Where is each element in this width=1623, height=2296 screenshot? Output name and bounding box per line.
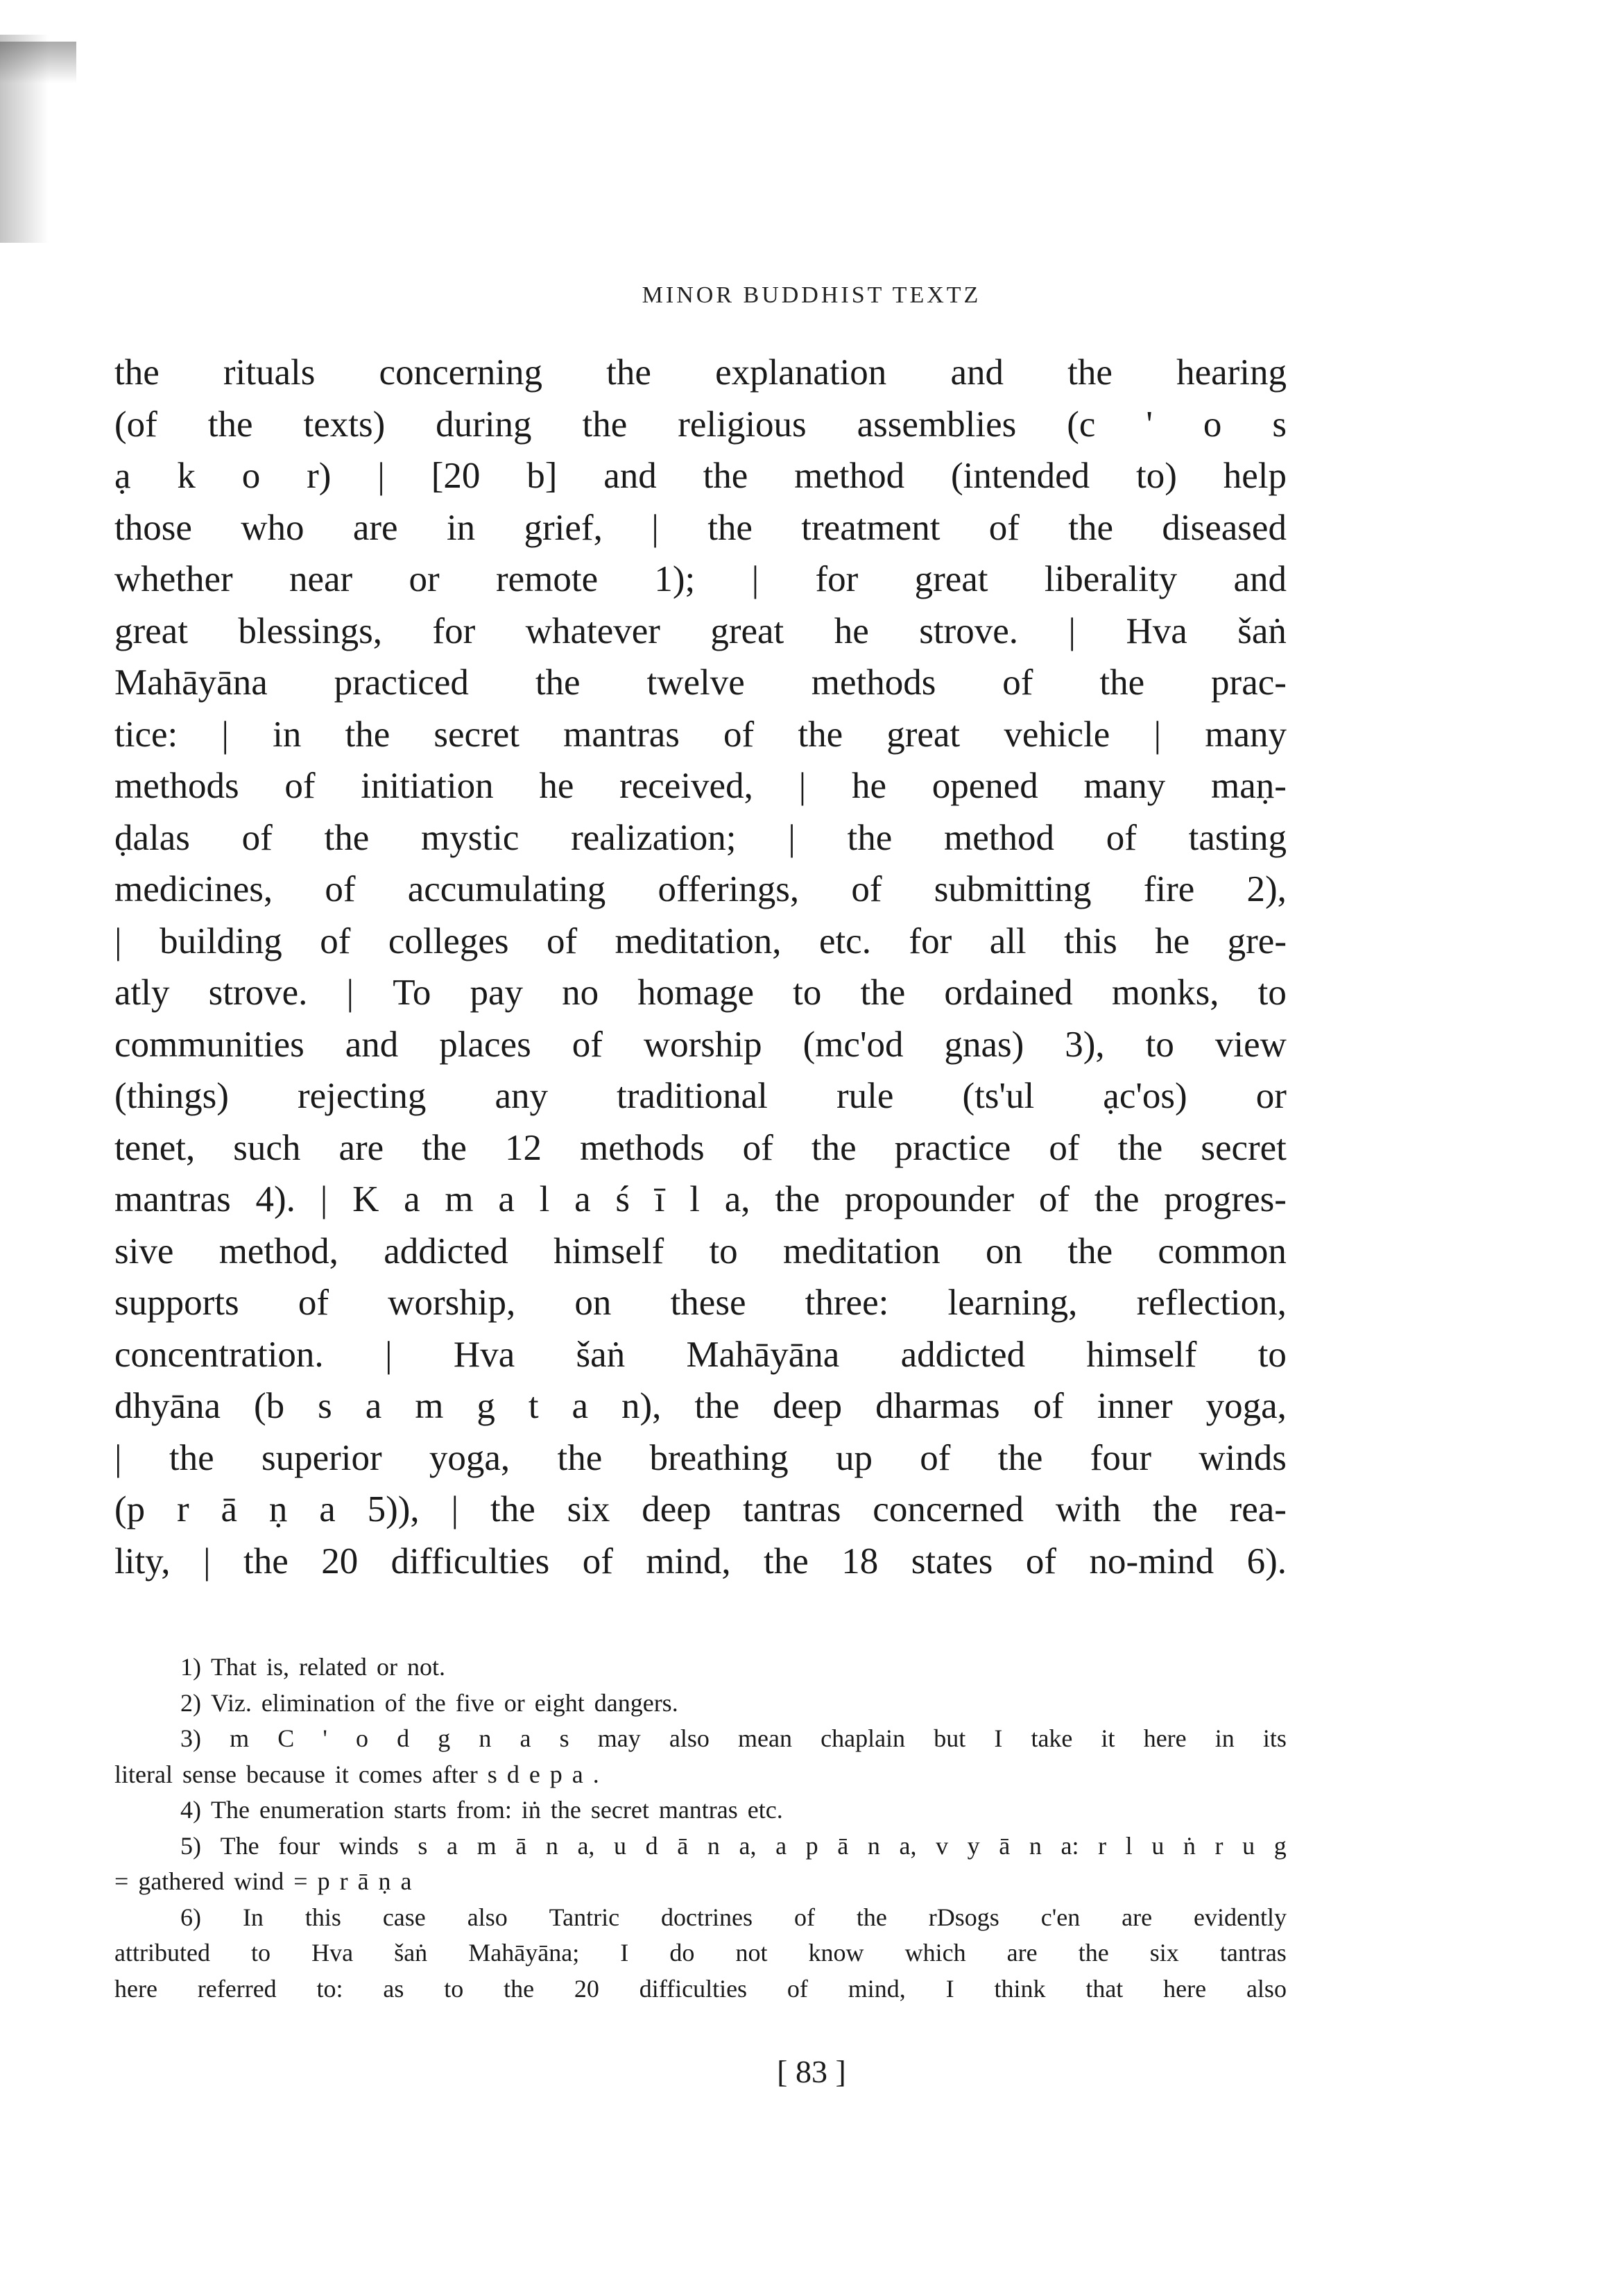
footnote-line: attributed to Hva šaṅ Mahāyāna; I do not know which are the six tantras bbox=[114, 1939, 1287, 1967]
body-line: dhyāna (b s a m g t a n), the deep dharmas of inner yoga, bbox=[114, 1386, 1287, 1426]
body-line: sive method, addicted himself to meditation on the common bbox=[114, 1231, 1287, 1271]
page-number: [ 83 ] bbox=[777, 2054, 846, 2089]
body-line: atly strove. | To pay no homage to the ordained monks, to bbox=[114, 973, 1287, 1013]
body-line: methods of initiation he received, | he opened many maṇ- bbox=[114, 766, 1287, 806]
body-line: those who are in grief, | the treatment of the diseased bbox=[114, 507, 1287, 548]
body-line: communities and places of worship (mc'od gnas) 3), to view bbox=[114, 1024, 1287, 1065]
body-line: the rituals concerning the explanation and the hearing bbox=[114, 352, 1287, 393]
footnote-line: 4) The enumeration starts from: iṅ the secret mantras etc. bbox=[180, 1796, 783, 1824]
footnote-line: literal sense because it comes after s d e p a . bbox=[114, 1760, 599, 1788]
body-line: concentration. | Hva šaṅ Mahāyāna addicted himself to bbox=[114, 1334, 1287, 1375]
body-line: ạ k o r) | [20 b] and the method (intended to) help bbox=[114, 456, 1287, 496]
body-line: mantras 4). | K a m a l a ś ī l a, the propounder of the progres- bbox=[114, 1179, 1287, 1219]
body-line: | building of colleges of meditation, etc. for all this he gre- bbox=[114, 920, 1287, 961]
footnote-line: 6) In this case also Tantric doctrines of the rDsogs c'en are evidently bbox=[180, 1903, 1287, 1931]
body-line: supports of worship, on these three: learning, reflection, bbox=[114, 1283, 1287, 1323]
body-line: (of the texts) during the religious assemblies (c ' o s bbox=[114, 404, 1287, 445]
body-line: lity, | the 20 difficulties of mind, the 18 states of no-mind 6). bbox=[114, 1541, 1287, 1582]
body-line: (p r ā ṇ a 5)), | the six deep tantras concerned with the rea- bbox=[114, 1489, 1287, 1530]
footnotes bbox=[114, 1650, 1287, 2007]
body-line: | the superior yoga, the breathing up of the four winds bbox=[114, 1437, 1287, 1478]
footnote-line: 1) That is, related or not. bbox=[180, 1653, 445, 1681]
footnote-line: = gathered wind = p r ā ṇ a bbox=[114, 1867, 412, 1895]
body-line: whether near or remote 1); | for great liberality and bbox=[114, 559, 1287, 599]
scan-corner-shadow bbox=[0, 42, 76, 83]
body-line: great blessings, for whatever great he strove. | Hva šaṅ bbox=[114, 610, 1287, 651]
body-line: Mahāyāna practiced the twelve methods of the prac- bbox=[114, 662, 1287, 703]
footnote-line: here referred to: as to the 20 difficulties of mind, I think that here also bbox=[114, 1974, 1287, 2003]
footnote-line: 2) Viz. elimination of the five or eight dangers. bbox=[180, 1688, 678, 1717]
body-line: tice: | in the secret mantras of the great vehicle | many bbox=[114, 714, 1287, 755]
body-text bbox=[114, 347, 1287, 1587]
running-head: MINOR BUDDHIST TEXTZ bbox=[642, 282, 981, 308]
body-line: tenet, such are the 12 methods of the practice of the secret bbox=[114, 1127, 1287, 1168]
body-line: ḍalas of the mystic realization; | the method of tasting bbox=[114, 817, 1287, 858]
footnote-line: 3) m C ' o d g n a s may also mean chaplain but I take it here in its bbox=[180, 1724, 1287, 1752]
body-line: medicines, of accumulating offerings, of submitting fire 2), bbox=[114, 869, 1287, 909]
footnote-line: 5) The four winds s a m ā n a, u d ā n a, a p ā n a, v y ā n a: r l u ṅ r u g bbox=[180, 1831, 1287, 1860]
body-line: (things) rejecting any traditional rule (ts'ul ạc'os) or bbox=[114, 1076, 1287, 1116]
